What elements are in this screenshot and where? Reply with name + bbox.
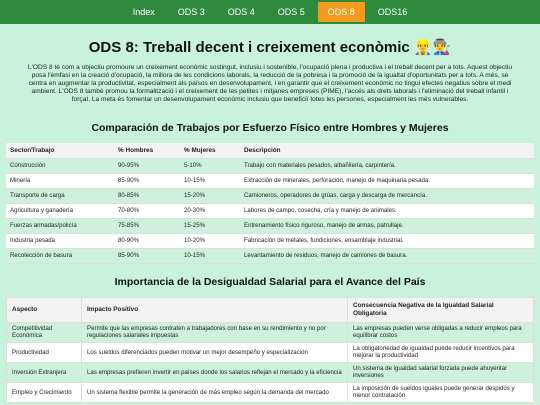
effort-table-title: Comparación de Trabajos por Esfuerzo Físico entre Hombres y Mujeres: [91, 122, 449, 135]
cell-positive-impact: Los sueldos diferenciados pueden motivar un mejor desempeño y especialización: [82, 342, 348, 362]
cell-aspect: Empleo y Crecimiento: [7, 382, 82, 402]
nav-item-ods16[interactable]: ODS16: [377, 7, 408, 17]
cell-negative-consequence: La obligatoriedad de igualdad puede reducir incentivos para mejorar la productividad: [348, 342, 534, 362]
cell-sector: Fuerzas armadas/policía: [6, 218, 114, 233]
nav-item-ods4[interactable]: ODS 4: [227, 7, 255, 17]
cell-men-pct: 85-90%: [114, 248, 180, 263]
cell-men-pct: 85-90%: [114, 173, 180, 188]
cell-women-pct: 10-15%: [180, 173, 240, 188]
inequality-table-title: Importancia de la Desigualdad Salarial para el Avance del País: [114, 275, 426, 288]
column-header-sector: Sector/Trabajo: [6, 143, 114, 158]
cell-negative-consequence: Las empresas pueden verse obligadas a reducir empleos para equilibrar costos: [348, 322, 534, 342]
cell-description: Extracción de minerales, perforación, manejo de maquinaria pesada.: [240, 173, 534, 188]
cell-women-pct: 15-20%: [180, 188, 240, 203]
table-header-row: [7, 297, 534, 322]
table-row: [6, 233, 534, 248]
column-header-men: % Hombres: [114, 143, 180, 158]
cell-men-pct: 80-85%: [114, 188, 180, 203]
table-row: [6, 173, 534, 188]
page-title: ODS 8: Treball decent i creixement econòmic 👷‍♂️👨‍🏭: [88, 39, 452, 56]
cell-description: Entrenamiento físico riguroso, manejo de armas, patrullaje.: [240, 218, 534, 233]
table-row: [6, 188, 534, 203]
cell-positive-impact: Permite que las empresas contraten a trabajadores con base en su rendimiento y no por regulaciones salariales impuestas: [82, 322, 348, 342]
salary-inequality-table: [6, 297, 534, 403]
cell-aspect: Inversión Extranjera: [7, 362, 82, 382]
table-header-row: [6, 143, 534, 158]
cell-positive-impact: Las empresas prefieren invertir en países donde los salarios reflejan el mercado y la eficiencia: [82, 362, 348, 382]
cell-women-pct: 5-10%: [180, 158, 240, 173]
cell-sector: Construcción: [6, 158, 114, 173]
nav-item-ods5[interactable]: ODS 5: [277, 7, 305, 17]
cell-aspect: Productividad: [7, 342, 82, 362]
cell-men-pct: 75-85%: [114, 218, 180, 233]
cell-sector: Industria pesada: [6, 233, 114, 248]
cell-men-pct: 80-90%: [114, 233, 180, 248]
nav-item-ods8[interactable]: ODS 8: [318, 2, 365, 22]
table-row: [7, 342, 534, 362]
cell-women-pct: 10-15%: [180, 248, 240, 263]
cell-women-pct: 10-20%: [180, 233, 240, 248]
table-row: [6, 158, 534, 173]
cell-description: Camioneros, operadores de grúas, carga y descarga de mercancía.: [240, 188, 534, 203]
intro-paragraph: L'ODS 8 té com a objectiu promoure un creixement econòmic sostingut, inclusiu i sostenible, l'ocupació plena i productiva i el treball decent per a tots. Aquest objectiu posa l'èmfasi en la creació d'ocupació, la millora de les condicions laborals, la reducció de la pobresa i la promoció de la igualtat d'oportunitats per a tots. A més, se centra en augmentar la productivitat, especialment als països en desenvolupament, i en garantir que el creixement econòmic no tingui efectes negatius sobre el medi ambient. L'ODS 8 també promou la formalització i el creixement de les petites i mitjanes empreses (PIME), l'accés als drets laborals i l'eliminació del treball infantil i forçat. La meta és fomentar un desenvolupament econòmic inclusiu que beneficiï totes les persones, especialment les més vulnerables.: [27, 64, 513, 104]
cell-sector: Minería: [6, 173, 114, 188]
column-header-description: Descripción: [240, 143, 534, 158]
cell-aspect: Competitividad Económica: [7, 322, 82, 342]
column-header-positive-impact: Impacto Positivo: [82, 297, 348, 322]
cell-positive-impact: Un sistema flexible permite la generación de más empleo según la demanda del mercado: [82, 382, 348, 402]
table-row: [6, 248, 534, 263]
cell-men-pct: 70-80%: [114, 203, 180, 218]
table-row: [6, 203, 534, 218]
cell-negative-consequence: La imposición de sueldos iguales puede generar despidos y menor contratación: [348, 382, 534, 402]
cell-description: Labores de campo, cosecha, cría y manejo de animales.: [240, 203, 534, 218]
column-header-negative-consequence: Consecuencia Negativa de la Igualdad Salarial Obligatoria: [348, 297, 534, 322]
nav-item-ods3[interactable]: ODS 3: [177, 7, 205, 17]
cell-description: Trabajo con materiales pesados, albañilería, carpintería.: [240, 158, 534, 173]
effort-comparison-table: [6, 143, 534, 264]
top-navigation: [0, 0, 540, 24]
cell-women-pct: 15-25%: [180, 218, 240, 233]
cell-negative-consequence: Un sistema de igualdad salarial forzada puede ahuyentar inversiones: [348, 362, 534, 382]
cell-description: Levantamiento de residuos, manejo de camiones de basura.: [240, 248, 534, 263]
cell-sector: Agricultura y ganadería: [6, 203, 114, 218]
nav-item-index[interactable]: Index: [132, 7, 155, 17]
cell-sector: Recolección de basura: [6, 248, 114, 263]
table-row: [7, 362, 534, 382]
cell-sector: Transporte de carga: [6, 188, 114, 203]
column-header-women: % Mujeres: [180, 143, 240, 158]
column-header-aspect: Aspecto: [7, 297, 82, 322]
cell-men-pct: 90-95%: [114, 158, 180, 173]
table-row: [6, 218, 534, 233]
table-row: [7, 322, 534, 342]
table-row: [7, 382, 534, 402]
cell-description: Fabricación de metales, fundiciones, ensamblaje industrial.: [240, 233, 534, 248]
cell-women-pct: 20-30%: [180, 203, 240, 218]
